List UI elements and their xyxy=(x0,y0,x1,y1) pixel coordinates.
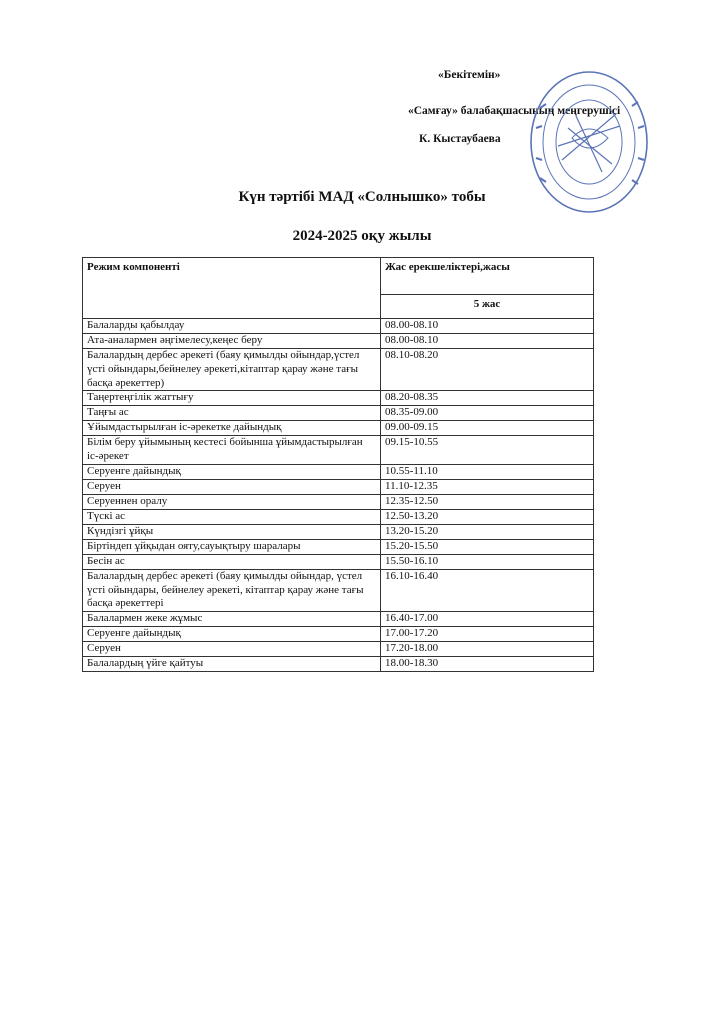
time-cell: 08.00-08.10 xyxy=(381,334,594,349)
time-cell: 11.10-12.35 xyxy=(381,479,594,494)
table-row xyxy=(83,554,594,569)
age-label: 5 жас xyxy=(381,295,594,319)
activity-cell: Таңғы ас xyxy=(83,406,381,421)
table-row xyxy=(83,319,594,334)
table-row xyxy=(83,406,594,421)
time-cell: 12.35-12.50 xyxy=(381,494,594,509)
table-row xyxy=(83,421,594,436)
page-title: Күн тәртібі МАД «Солнышко» тобы xyxy=(238,189,486,205)
time-cell: 18.00-18.30 xyxy=(381,657,594,672)
time-cell: 16.40-17.00 xyxy=(381,612,594,627)
time-cell: 08.00-08.10 xyxy=(381,319,594,334)
table-row xyxy=(83,539,594,554)
activity-cell: Күндізгі ұйқы xyxy=(83,524,381,539)
table-row xyxy=(83,612,594,627)
activity-cell: Серуен xyxy=(83,479,381,494)
activity-cell: Білім беру ұйымының кестесі бойынша ұйымдастырылған іс-әрекет xyxy=(83,436,381,465)
table-row xyxy=(83,349,594,391)
activity-cell: Серуенге дайындық xyxy=(83,627,381,642)
table-row xyxy=(83,391,594,406)
table-row xyxy=(83,569,594,611)
table-row xyxy=(83,436,594,465)
activity-cell: Біртіндеп ұйқыдан ояту,сауықтыру шаралары xyxy=(83,539,381,554)
table-row xyxy=(83,479,594,494)
activity-cell: Балаларды қабылдау xyxy=(83,319,381,334)
time-cell: 15.50-16.10 xyxy=(381,554,594,569)
activity-cell: Серуенге дайындық xyxy=(83,464,381,479)
activity-cell: Балалармен жеке жұмыс xyxy=(83,612,381,627)
activity-cell: Бесін ас xyxy=(83,554,381,569)
table-row xyxy=(83,627,594,642)
time-cell: 08.35-09.00 xyxy=(381,406,594,421)
time-cell: 17.20-18.00 xyxy=(381,642,594,657)
time-cell: 09.00-09.15 xyxy=(381,421,594,436)
time-cell: 16.10-16.40 xyxy=(381,569,594,611)
table-row xyxy=(83,334,594,349)
schedule-table xyxy=(82,257,594,672)
time-cell: 15.20-15.50 xyxy=(381,539,594,554)
table-row xyxy=(83,642,594,657)
activity-cell: Ұйымдастырылған іс-әрекетке дайындық xyxy=(83,421,381,436)
time-cell: 08.20-08.35 xyxy=(381,391,594,406)
page-subtitle: 2024-2025 оқу жылы xyxy=(292,228,432,244)
table-row xyxy=(83,464,594,479)
activity-cell: Таңертеңгілік жаттығу xyxy=(83,391,381,406)
time-cell: 10.55-11.10 xyxy=(381,464,594,479)
table-row xyxy=(83,524,594,539)
table-row xyxy=(83,657,594,672)
activity-cell: Балалардың дербес әрекеті (баяу қимылды ойындар,үстел үсті ойындары,бейнелеу әрекеті,кітаптар қарау және тағы басқа әрекеттер) xyxy=(83,349,381,391)
activity-cell: Ата-аналармен әңгімелесу,кеңес беру xyxy=(83,334,381,349)
activity-cell: Балалардың дербес әрекеті (баяу қимылды ойындар, үстел үсті ойындары, бейнелеу әрекеті, кітаптар қарау және тағы басқа әрекеттері xyxy=(83,569,381,611)
column-header-age-features: Жас ерекшеліктері,жасы xyxy=(381,258,594,295)
activity-cell: Серуен xyxy=(83,642,381,657)
time-cell: 12.50-13.20 xyxy=(381,509,594,524)
time-cell: 09.15-10.55 xyxy=(381,436,594,465)
time-cell: 13.20-15.20 xyxy=(381,524,594,539)
column-header-activity: Режим компоненті xyxy=(83,258,381,319)
approval-line-3: К. Кыстаубаева xyxy=(419,133,501,145)
activity-cell: Түскі ас xyxy=(83,509,381,524)
table-row xyxy=(83,509,594,524)
time-cell: 17.00-17.20 xyxy=(381,627,594,642)
approval-line-1: «Бекітемін» xyxy=(438,69,501,81)
table-row xyxy=(83,494,594,509)
activity-cell: Балалардың үйге қайтуы xyxy=(83,657,381,672)
activity-cell: Серуеннен оралу xyxy=(83,494,381,509)
time-cell: 08.10-08.20 xyxy=(381,349,594,391)
approval-line-2: «Самғау» балабақшасының меңгерушісі xyxy=(408,105,621,117)
